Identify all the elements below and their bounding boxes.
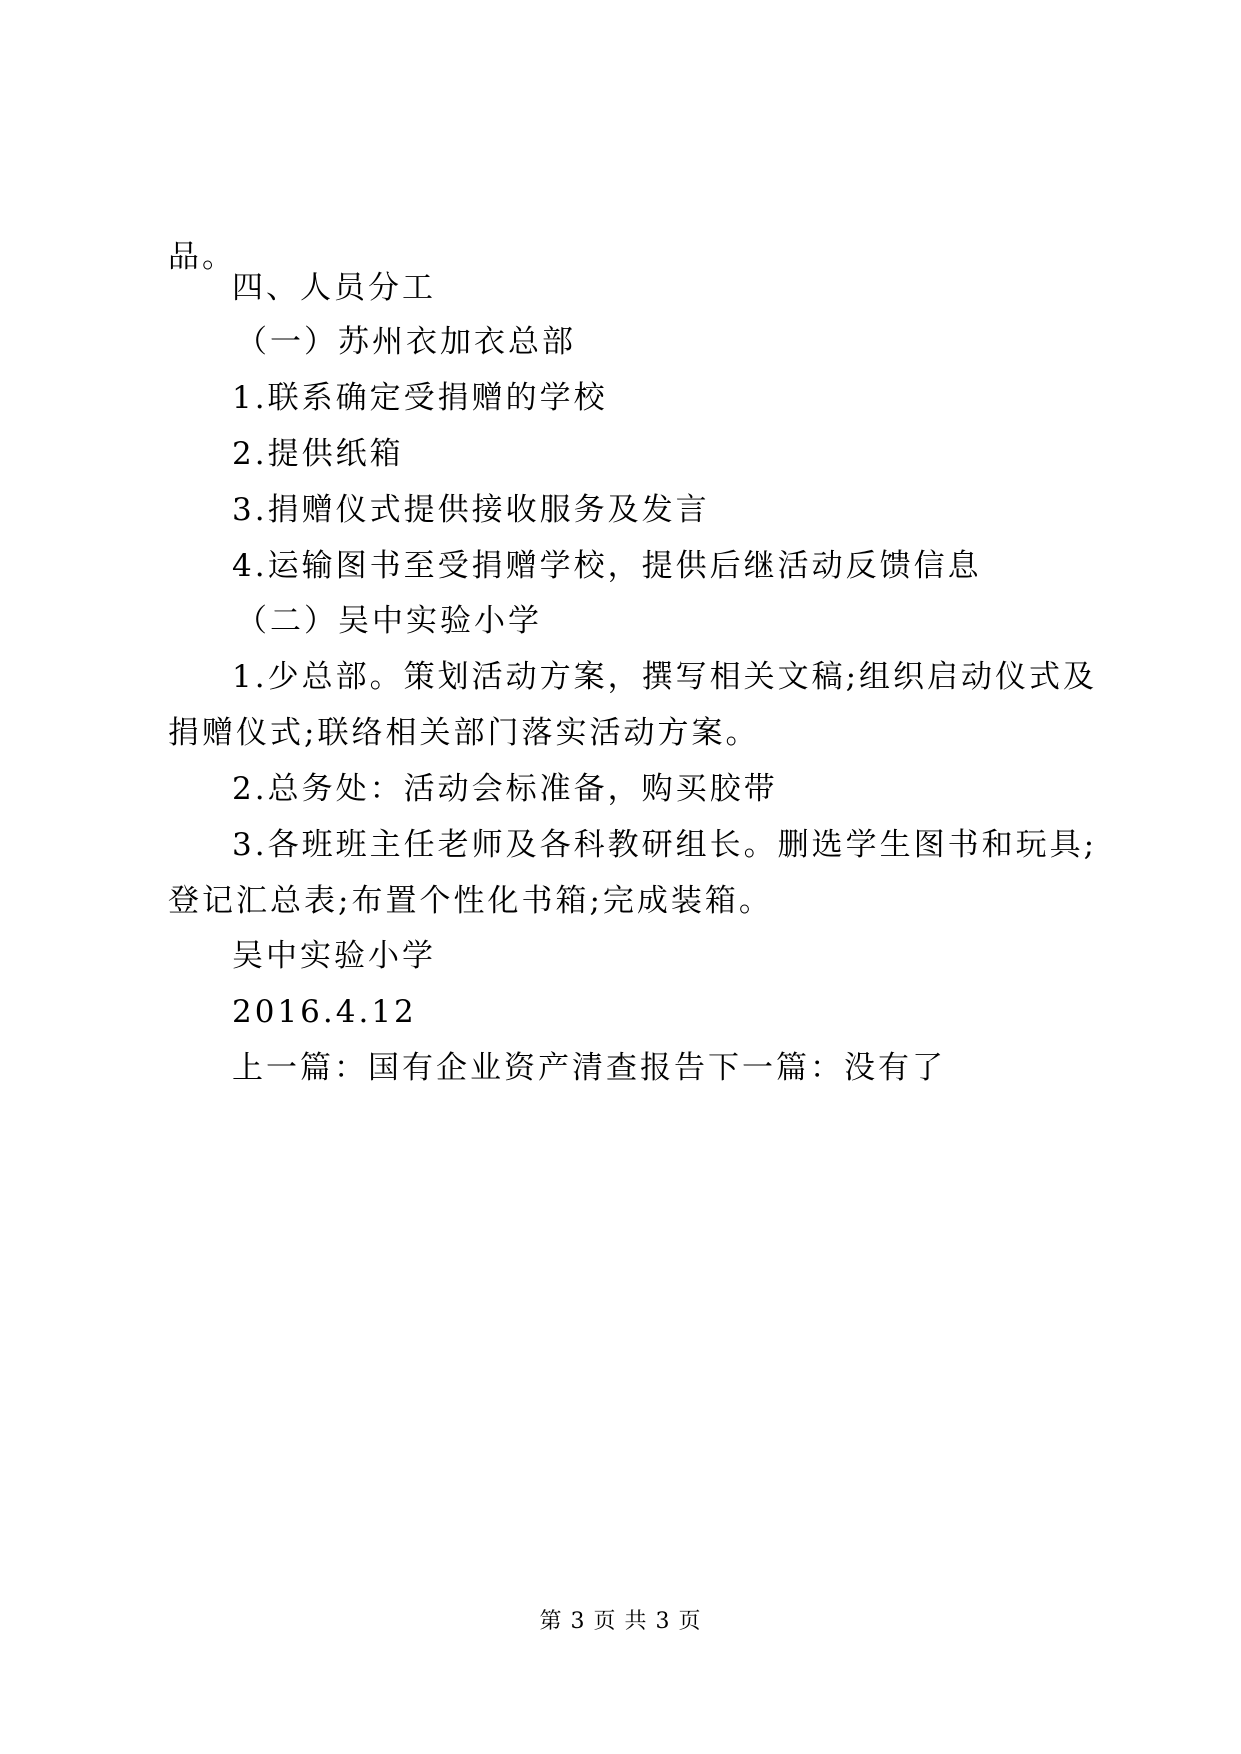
prev-next-navigation[interactable]: 上一篇：国有企业资产清查报告下一篇：没有了 <box>232 1050 946 1086</box>
signature-date: 2016.4.12 <box>232 994 417 1030</box>
subsection-heading-wuzhong-school: （二）吴中实验小学 <box>236 603 542 639</box>
text-line-continuation: 品。 <box>168 239 236 275</box>
section-heading-staffing: 四、人员分工 <box>232 270 436 306</box>
signature-organization: 吴中实验小学 <box>232 938 436 974</box>
list-item: 3.各班班主任老师及各科教研组长。删选学生图书和玩具; <box>232 827 1098 863</box>
list-item: 3.捐赠仪式提供接收服务及发言 <box>232 492 710 528</box>
list-item-continuation: 登记汇总表;布置个性化书箱;完成装箱。 <box>168 883 773 919</box>
list-item: 1.联系确定受捐赠的学校 <box>232 380 608 416</box>
list-item-continuation: 捐赠仪式;联络相关部门落实活动方案。 <box>168 715 760 751</box>
subsection-heading-suzhou-hq: （一）苏州衣加衣总部 <box>236 324 576 360</box>
list-item: 2.提供纸箱 <box>232 436 404 472</box>
list-item: 4.运输图书至受捐赠学校，提供后继活动反馈信息 <box>232 548 982 584</box>
list-item: 2.总务处：活动会标准备，购买胶带 <box>232 771 778 807</box>
page-footer: 第 3 页 共 3 页 <box>539 1609 702 1634</box>
list-item: 1.少总部。策划活动方案，撰写相关文稿;组织启动仪式及 <box>232 659 1098 695</box>
